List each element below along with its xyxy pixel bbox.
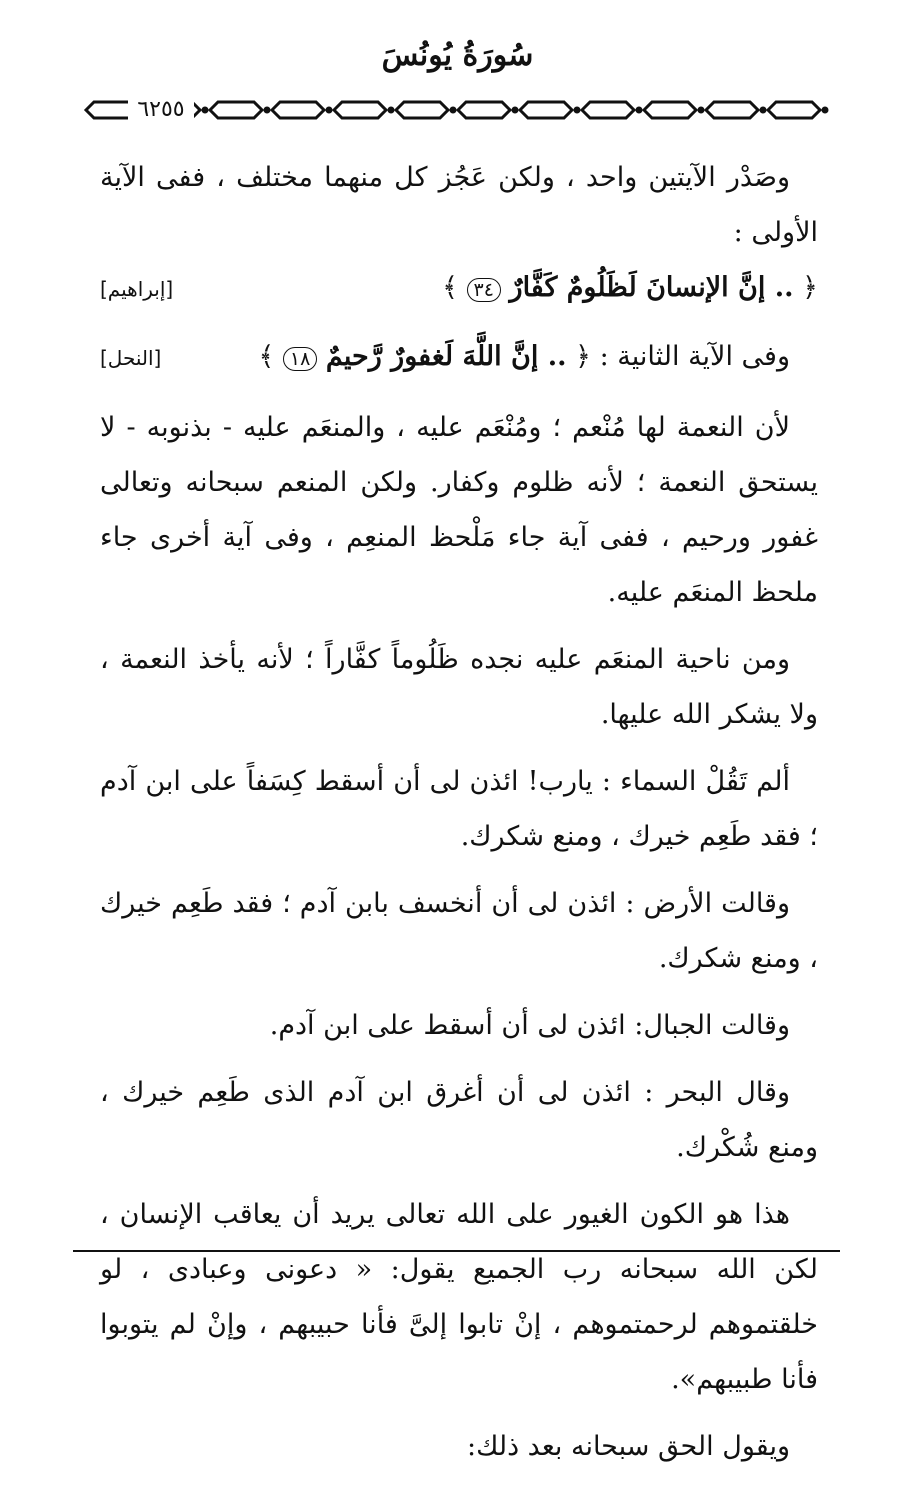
paragraph: [100, 1419, 818, 1474]
border-dot: [574, 107, 581, 114]
paragraph-text: وقال البحر : ائذن لى أن أغرق ابن آدم الذى طَعِم خيرك ، ومنع شُكْرك.: [100, 1077, 818, 1163]
paragraph-text: وقالت الجبال: ائذن لى أن أسقط على ابن آدم.: [269, 1010, 790, 1041]
verse-bracket-open: ﴿: [802, 272, 818, 303]
verse-text: .. إنَّ الإنسانَ لَظَلُومٌ كَفَّارٌ: [509, 272, 794, 303]
paragraph: [100, 1065, 818, 1175]
paragraph-text: ألم تَقُلْ السماء : يارب! ائذن لى أن أسقط كِسَفاً على ابن آدم ؛ فقد طَعِم خيرك ، ومنع شكرك.: [100, 766, 818, 852]
border-link: [706, 102, 758, 118]
border-dot: [450, 107, 457, 114]
border-dot: [264, 107, 271, 114]
ayah-number: ١٨: [283, 347, 317, 371]
verse-bracket-close: ﴾: [258, 341, 275, 372]
paragraph-text: لأن النعمة لها مُنْعم ؛ ومُنْعَم عليه ، والمنعَم عليه - بذنوبه - لا يستحق النعمة ؛ لأنه ظلوم وكفار. ولكن المنعم سبحانه وتعالى غفور ورحيم ، ففى آية جاء مَلْحظ المنعِم ، وفى آية أخرى جاء ملحظ المنعَم عليه.: [100, 412, 818, 608]
border-link: [582, 102, 634, 118]
border-link: [458, 102, 510, 118]
paragraph: [100, 754, 818, 864]
border-link: [334, 102, 386, 118]
paragraph-text: وقالت الأرض : ائذن لى أن أنخسف بابن آدم ؛ فقد طَعِم خيرك ، ومنع شكرك.: [100, 888, 818, 974]
verse-line: [100, 329, 818, 386]
verse-text: .. إنَّ اللَّهَ لَغفورٌ رَّحيمٌ: [325, 341, 567, 372]
paragraph: [100, 1187, 818, 1407]
border-dot: [202, 107, 209, 114]
border-link: [272, 102, 324, 118]
paragraph: [100, 998, 818, 1053]
body-text: [100, 150, 818, 1486]
border-dot: [636, 107, 643, 114]
border-link: [768, 102, 820, 118]
verse-line: [100, 260, 818, 317]
border-dot: [760, 107, 767, 114]
border-dot: [388, 107, 395, 114]
border-link: [396, 102, 448, 118]
paragraph: [100, 400, 818, 620]
paragraph: [100, 876, 818, 986]
verse-bracket-close: ﴾: [442, 272, 458, 303]
border-dot: [512, 107, 519, 114]
border-dot: [822, 107, 829, 114]
paragraph-text: وصَدْر الآيتين واحد ، ولكن عَجُز كل منهما مختلف ، ففى الآية الأولى :: [100, 162, 818, 248]
paragraph-text: ومن ناحية المنعَم عليه نجده ظَلُوماً كفَّاراً ؛ لأنه يأخذ النعمة ، ولا يشكر الله عليها.: [100, 644, 818, 730]
border-link: [520, 102, 572, 118]
border-dot: [326, 107, 333, 114]
verse-bracket-open: ﴿: [575, 341, 591, 372]
border-link: [644, 102, 696, 118]
surah-title: سُورَةُ يُونُسَ: [381, 38, 534, 73]
border-link: [210, 102, 262, 118]
paragraph-text: هذا هو الكون الغيور على الله تعالى يريد أن يعاقب الإنسان ، لكن الله سبحانه رب الجميع يقول: « دعونى وعبادى ، لو خلقتموهم لرحمتموهم ، إنْ تابوا إلىَّ فأنا حبيبهم ، وإنْ لم يتوبوا فأنا طبيبهم».: [100, 1199, 818, 1395]
surah-reference: [النحل]: [100, 346, 162, 370]
paragraph: [100, 632, 818, 742]
border-dot: [698, 107, 705, 114]
paragraph-text: وفى الآية الثانية :: [599, 341, 790, 372]
quran-verse: [258, 329, 818, 384]
surah-reference: [إبراهيم]: [100, 277, 174, 301]
paragraph: [100, 150, 818, 260]
quran-verse: [442, 260, 818, 315]
footer-rule: [73, 1250, 840, 1252]
paragraph-text: ويقول الحق سبحانه بعد ذلك:: [466, 1431, 790, 1462]
decorative-border: [82, 94, 852, 126]
ayah-number: ٣٤: [467, 278, 501, 302]
page-number: ٦٢٥٥: [128, 96, 194, 124]
